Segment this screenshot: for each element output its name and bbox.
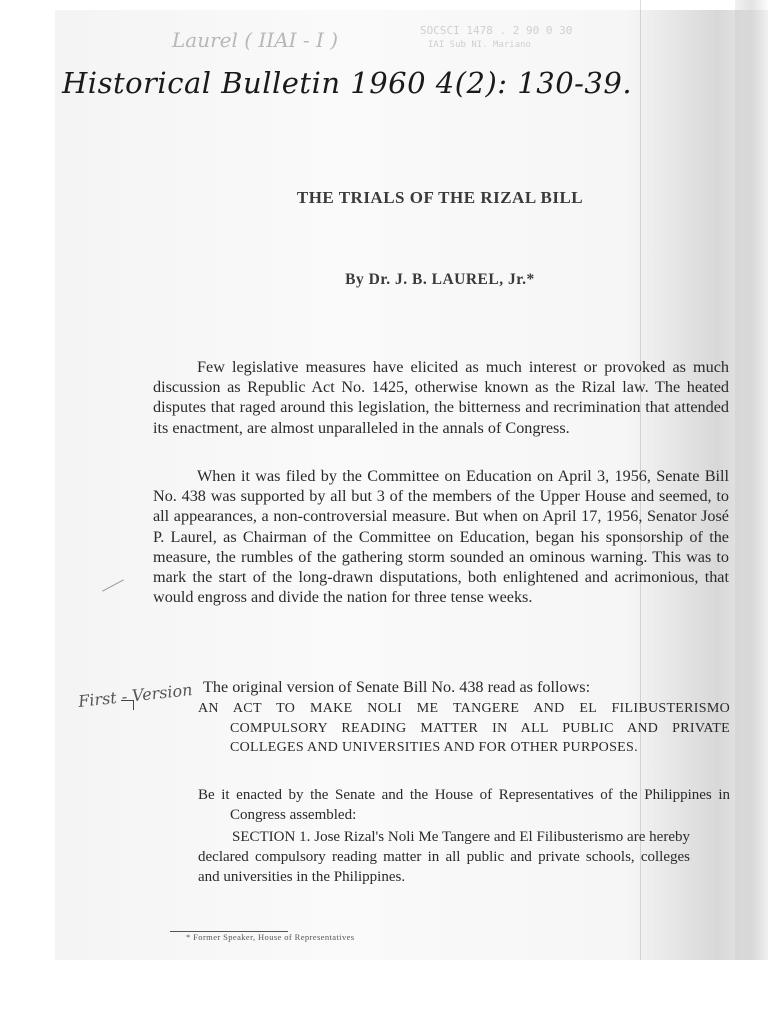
- article-author: By Dr. J. B. LAUREL, Jr.*: [345, 271, 535, 288]
- library-stamp-subtext: IAI Sub NI. Mariano: [428, 40, 531, 50]
- footnote: * Former Speaker, House of Representatives: [186, 932, 355, 942]
- page-margin: [0, 0, 55, 960]
- paragraph-1: Few legislative measures have elicited as much interest or provoked as much discussion as Republic Act No. 1425, otherwise known as the Rizal law. The heated disputes that raged around this legislation, the bitterness and recrimination that attended its enactment, are almost unparalleled in the annals of Congress.: [153, 358, 729, 437]
- bill-title: AN ACT TO MAKE NOLI ME TANGERE AND EL FILIBUSTERISMO COMPULSORY READING MATTER IN ALL PUBLIC AND PRIVATE COLLEGES AND UNIVERSITIES AND FOR OTHER PURPOSES.: [198, 701, 730, 755]
- article-title: THE TRIALS OF THE RIZAL BILL: [296, 188, 584, 207]
- enacting-clause: Be it enacted by the Senate and the House of Representatives of the Philippines in Congress assembled:: [198, 787, 730, 823]
- page-edge-shadow: [735, 0, 768, 960]
- handwritten-citation: Historical Bulletin 1960 4(2): 130-39.: [62, 66, 633, 100]
- paragraph-3: The original version of Senate Bill No. 438 read as follows:: [203, 678, 591, 696]
- margin-bracket: [121, 700, 134, 710]
- paragraph-2: When it was filed by the Committee on Education on April 3, 1956, Senate Bill No. 438 was supported by all but 3 of the members of the Upper House and seemed, to all appearances, a non-controversial measure. But when on April 17, 1956, Senator José P. Laurel, as Chairman of the Committee on Education, began his sponsorship of the measure, the rumbles of the gathering storm sounded an ominous warning. This was to mark the start of the long-drawn disputations, both enlightened and acrimonious, that would engross and divide the nation for three tense weeks.: [153, 467, 729, 607]
- filing-note: Laurel ( IIAI - I ): [172, 28, 339, 52]
- section-1: SECTION 1. Jose Rizal's Noli Me Tangere and El Filibusterismo are hereby declared compulsory reading matter in all public and private schools, colleges and universities in the Philippines.: [198, 829, 690, 885]
- margin-note: First - Version: [77, 680, 194, 711]
- library-stamp: SOCSCI 1478 . 2 90 0 30: [420, 24, 573, 37]
